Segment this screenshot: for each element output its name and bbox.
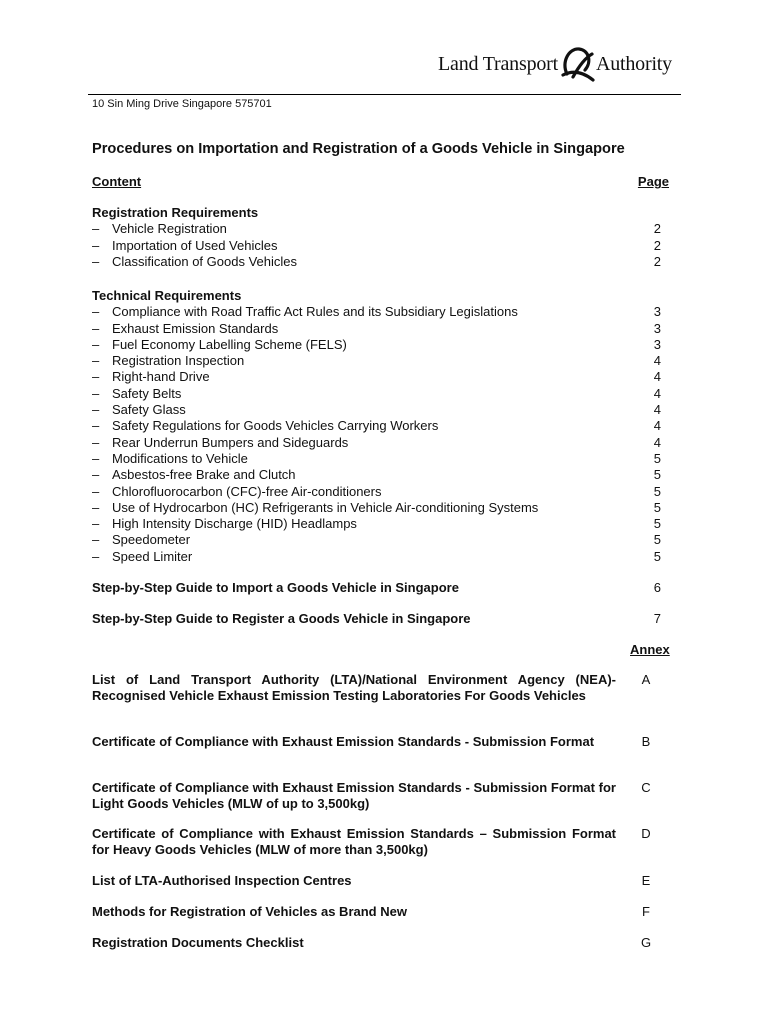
annex-letter: B bbox=[641, 734, 651, 749]
guide-page: 6 bbox=[653, 580, 661, 595]
toc-item bbox=[92, 484, 661, 500]
toc-item-label: Asbestos-free Brake and Clutch bbox=[112, 467, 296, 483]
annex-header: Annex bbox=[630, 642, 670, 657]
toc-item bbox=[92, 221, 661, 237]
annex-letter: A bbox=[641, 672, 651, 687]
dash-bullet: – bbox=[92, 336, 100, 352]
toc-item bbox=[92, 516, 661, 532]
annex-row bbox=[92, 935, 661, 951]
dash-bullet: – bbox=[92, 320, 100, 336]
dash-bullet: – bbox=[92, 253, 100, 269]
toc-item bbox=[92, 435, 661, 451]
toc-item-label: Rear Underrun Bumpers and Sideguards bbox=[112, 434, 349, 450]
toc-item bbox=[92, 337, 661, 353]
annex-letter: G bbox=[640, 935, 652, 950]
toc-item-label: Compliance with Road Traffic Act Rules and its Subsidiary Legislations bbox=[112, 304, 518, 320]
toc-item bbox=[92, 467, 661, 483]
annex-label: List of LTA-Authorised Inspection Centres bbox=[92, 873, 352, 888]
toc-item bbox=[92, 304, 661, 320]
annex-label: Methods for Registration of Vehicles as Brand New bbox=[92, 904, 407, 919]
toc-item-page: 5 bbox=[653, 450, 661, 466]
toc-item-label-wrap bbox=[92, 467, 296, 483]
logo-text-right: Authority bbox=[595, 52, 672, 75]
toc-item-label-wrap bbox=[92, 435, 348, 451]
section-title: Technical Requirements bbox=[92, 288, 242, 303]
guide-page: 7 bbox=[653, 611, 661, 626]
dash-bullet: – bbox=[92, 353, 100, 369]
toc-item bbox=[92, 532, 661, 548]
toc-item-page: 2 bbox=[653, 253, 661, 269]
toc-item-label-wrap bbox=[92, 516, 357, 532]
registration-list bbox=[92, 221, 661, 270]
toc-item-label: Classification of Goods Vehicles bbox=[112, 253, 297, 269]
toc-item-page: 2 bbox=[653, 237, 661, 253]
toc-item-label: Fuel Economy Labelling Scheme (FELS) bbox=[112, 336, 347, 352]
toc-item-label-wrap bbox=[92, 254, 297, 270]
toc-item bbox=[92, 500, 661, 516]
toc-item bbox=[92, 238, 661, 254]
toc-content-header: Content bbox=[92, 174, 142, 189]
dash-bullet: – bbox=[92, 418, 100, 434]
toc-item-label-wrap bbox=[92, 238, 277, 254]
toc-item bbox=[92, 353, 661, 369]
dash-bullet: – bbox=[92, 483, 100, 499]
annex-letter: D bbox=[641, 826, 651, 841]
toc-item-label: Vehicle Registration bbox=[112, 221, 227, 237]
toc-item-label: High Intensity Discharge (HID) Headlamps bbox=[112, 516, 357, 532]
toc-item-label-wrap bbox=[92, 451, 248, 467]
toc-header bbox=[92, 174, 669, 190]
toc-item-page: 5 bbox=[653, 532, 661, 548]
annex-row bbox=[92, 904, 661, 920]
page-title: Procedures on Importation and Registration of a Goods Vehicle in Singapore bbox=[92, 141, 625, 157]
toc-item bbox=[92, 451, 661, 467]
dash-bullet: – bbox=[92, 434, 100, 450]
guide-label: Step-by-Step Guide to Import a Goods Vehicle in Singapore bbox=[92, 580, 459, 595]
dash-bullet: – bbox=[92, 385, 100, 401]
guide-import bbox=[92, 580, 661, 596]
toc-item-page: 4 bbox=[653, 402, 661, 418]
toc-item-label-wrap bbox=[92, 221, 227, 237]
section-technical bbox=[92, 288, 661, 565]
address: 10 Sin Ming Drive Singapore 575701 bbox=[92, 98, 272, 110]
dash-bullet: – bbox=[92, 450, 100, 466]
technical-list bbox=[92, 304, 661, 565]
header-rule bbox=[88, 94, 681, 95]
annex-row bbox=[92, 873, 661, 889]
annex-letter: E bbox=[641, 873, 651, 888]
toc-item-label-wrap bbox=[92, 353, 244, 369]
annex-letter: C bbox=[641, 780, 651, 795]
dash-bullet: – bbox=[92, 304, 100, 320]
toc-item-label: Modifications to Vehicle bbox=[112, 450, 248, 466]
toc-item-label-wrap bbox=[92, 321, 278, 337]
dash-bullet: – bbox=[92, 532, 100, 548]
toc-item-label: Safety Regulations for Goods Vehicles Carrying Workers bbox=[112, 418, 439, 434]
toc-item-label: Use of Hydrocarbon (HC) Refrigerants in Vehicle Air-conditioning Systems bbox=[112, 499, 539, 515]
guide-label: Step-by-Step Guide to Register a Goods Vehicle in Singapore bbox=[92, 611, 471, 626]
toc-item-label-wrap bbox=[92, 418, 438, 434]
section-registration bbox=[92, 205, 661, 270]
toc-item bbox=[92, 369, 661, 385]
toc-item bbox=[92, 418, 661, 434]
dash-bullet: – bbox=[92, 221, 100, 237]
annex-letter: F bbox=[642, 904, 650, 919]
toc-item bbox=[92, 254, 661, 270]
toc-item bbox=[92, 321, 661, 337]
toc-item bbox=[92, 549, 661, 565]
annex-label: Registration Documents Checklist bbox=[92, 935, 304, 950]
lta-emblem-icon bbox=[559, 44, 595, 84]
annex-row bbox=[92, 734, 661, 750]
toc-item-page: 2 bbox=[653, 221, 661, 237]
dash-bullet: – bbox=[92, 369, 100, 385]
toc-item-label-wrap bbox=[92, 402, 186, 418]
section-title: Registration Requirements bbox=[92, 205, 259, 220]
toc-item-label: Right-hand Drive bbox=[112, 369, 210, 385]
toc-item-label: Safety Glass bbox=[112, 402, 186, 418]
toc-item-page: 5 bbox=[653, 548, 661, 564]
toc-item-label: Speedometer bbox=[112, 532, 191, 548]
toc-item-page: 3 bbox=[653, 304, 661, 320]
toc-item-label-wrap bbox=[92, 500, 538, 516]
dash-bullet: – bbox=[92, 548, 100, 564]
toc-item-page: 4 bbox=[653, 353, 661, 369]
toc-page-header: Page bbox=[637, 174, 669, 189]
toc-item-page: 4 bbox=[653, 434, 661, 450]
annex-row bbox=[92, 780, 661, 813]
annex-label: List of Land Transport Authority (LTA)/National Environment Agency (NEA)-Recognised Vehicle Exhaust Emission Testing Laboratories For Goods Vehicles bbox=[92, 672, 616, 704]
annex-label: Certificate of Compliance with Exhaust Emission Standards – Submission Format for Heavy Goods Vehicles (MLW of more than 3,500kg) bbox=[92, 826, 616, 858]
toc-item-label: Registration Inspection bbox=[112, 353, 245, 369]
annex-row bbox=[92, 672, 661, 705]
toc-item-label-wrap bbox=[92, 337, 347, 353]
toc-item-label: Importation of Used Vehicles bbox=[112, 237, 278, 253]
toc-item-page: 3 bbox=[653, 336, 661, 352]
toc-item-label-wrap bbox=[92, 549, 192, 565]
toc-item-page: 5 bbox=[653, 483, 661, 499]
dash-bullet: – bbox=[92, 237, 100, 253]
toc-item-page: 4 bbox=[653, 369, 661, 385]
toc-item-label-wrap bbox=[92, 386, 181, 402]
toc-item-page: 3 bbox=[653, 320, 661, 336]
toc-item bbox=[92, 402, 661, 418]
toc-item-label-wrap bbox=[92, 304, 518, 320]
annex-label: Certificate of Compliance with Exhaust Emission Standards - Submission Format bbox=[92, 734, 595, 749]
dash-bullet: – bbox=[92, 467, 100, 483]
toc-item-label: Safety Belts bbox=[112, 385, 182, 401]
logo-text-left: Land Transport bbox=[438, 52, 558, 75]
toc-item-label: Exhaust Emission Standards bbox=[112, 320, 279, 336]
toc-item bbox=[92, 386, 661, 402]
toc-item-page: 5 bbox=[653, 516, 661, 532]
toc-item-page: 5 bbox=[653, 467, 661, 483]
toc-item-page: 5 bbox=[653, 499, 661, 515]
annex-row bbox=[92, 826, 661, 859]
toc-item-page: 4 bbox=[653, 418, 661, 434]
guide-register bbox=[92, 611, 661, 627]
annex-label: Certificate of Compliance with Exhaust Emission Standards - Submission Format for Light Goods Vehicles (MLW of up to 3,500kg) bbox=[92, 780, 616, 812]
dash-bullet: – bbox=[92, 499, 100, 515]
toc-item-label-wrap bbox=[92, 484, 382, 500]
toc-item-page: 4 bbox=[653, 385, 661, 401]
dash-bullet: – bbox=[92, 516, 100, 532]
toc-item-label-wrap bbox=[92, 369, 210, 385]
toc-item-label-wrap bbox=[92, 532, 190, 548]
toc-item-label: Chlorofluorocarbon (CFC)-free Air-conditioners bbox=[112, 483, 382, 499]
dash-bullet: – bbox=[92, 402, 100, 418]
lta-logo bbox=[438, 44, 672, 84]
toc-item-label: Speed Limiter bbox=[112, 548, 193, 564]
